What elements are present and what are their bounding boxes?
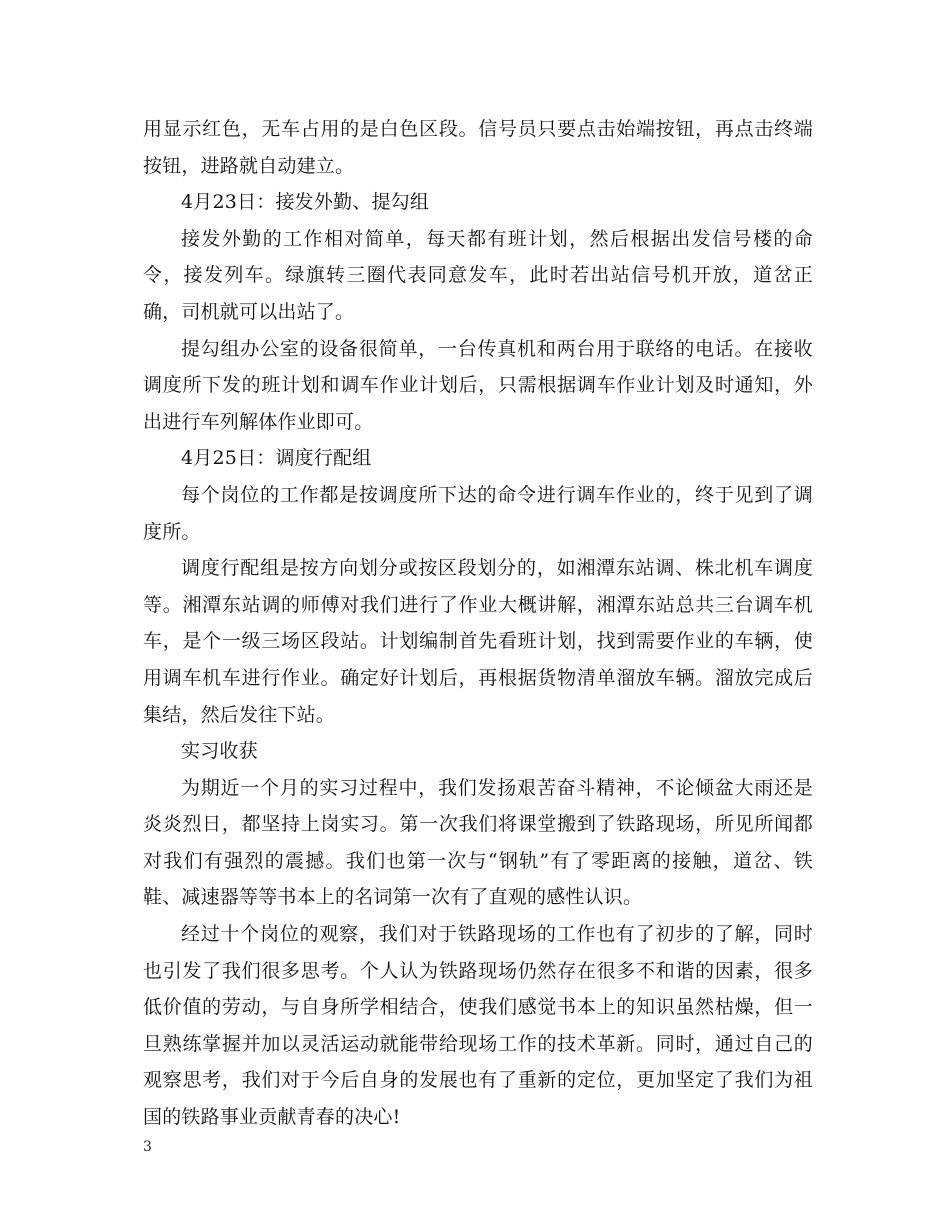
paragraph-hook-group: 提勾组办公室的设备很简单，一台传真机和两台用于联络的电话。在接收调度所下发的班计划和调车作业计划后，只需根据调车作业计划及时通知，外出进行车列解体作业即可。 (143, 337, 813, 433)
paragraph-reflection: 经过十个岗位的观察，我们对于铁路现场的工作也有了初步的了解，同时也引发了我们很多思考。个人认为铁路现场仍然存在很多不和谐的因素，很多低价值的劳动，与自身所学相结合，使我们感觉书本上的知识虽然枯燥，但一旦熟练掌握并加以灵活运动就能带给现场工作的技术革新。同时，通过自己的观察思考，我们对于今后自身的发展也有了重新的定位，更加坚定了我们为祖国的铁路事业贡献青春的决心! (143, 923, 813, 1129)
paragraph-dispatch-group: 调度行配组是按方向划分或按区段划分的，如湘潭东站调、株北机车调度等。湘潭东站调的师傅对我们进行了作业大概讲解，湘潭东站总共三台调车机车，是个一级三场区段站。计划编制首先看班计划，找到需要作业的车辆，使用调车机车进行作业。确定好计划后，再根据货物清单溜放车辆。溜放完成后集结，然后发往下站。 (143, 557, 813, 726)
paragraph-internship-experience: 为期近一个月的实习过程中，我们发扬艰苦奋斗精神，不论倾盆大雨还是炎炎烈日，都坚持上岗实习。第一次我们将课堂搬到了铁路现场，所见所闻都对我们有强烈的震撼。我们也第一次与“钢轨”有了零距离的接触，道岔、铁鞋、减速器等等书本上的名词第一次有了直观的感性认识。 (143, 776, 813, 909)
heading-internship-gains: 实习收获 (181, 740, 258, 763)
page-number: 3 (143, 1139, 152, 1155)
paragraph-dispatch-duty: 接发外勤的工作相对简单，每天都有班计划，然后根据出发信号楼的命令，接发列车。绿旗转三圈代表同意发车，此时若出站信号机开放，道岔正确，司机就可以出站了。 (143, 227, 813, 323)
paragraph-route-signal-continued: 用显示红色，无车占用的是白色区段。信号员只要点击始端按钮，再点击终端按钮，进路就自动建立。 (143, 118, 813, 177)
paragraph-dispatch-office: 每个岗位的工作都是按调度所下达的命令进行调车作业的，终于见到了调度所。 (143, 483, 813, 543)
heading-april-25: 4月25日：调度行配组 (181, 447, 372, 470)
body-text (143, 111, 813, 1136)
heading-april-23: 4月23日：接发外勤、提勾组 (181, 191, 430, 214)
